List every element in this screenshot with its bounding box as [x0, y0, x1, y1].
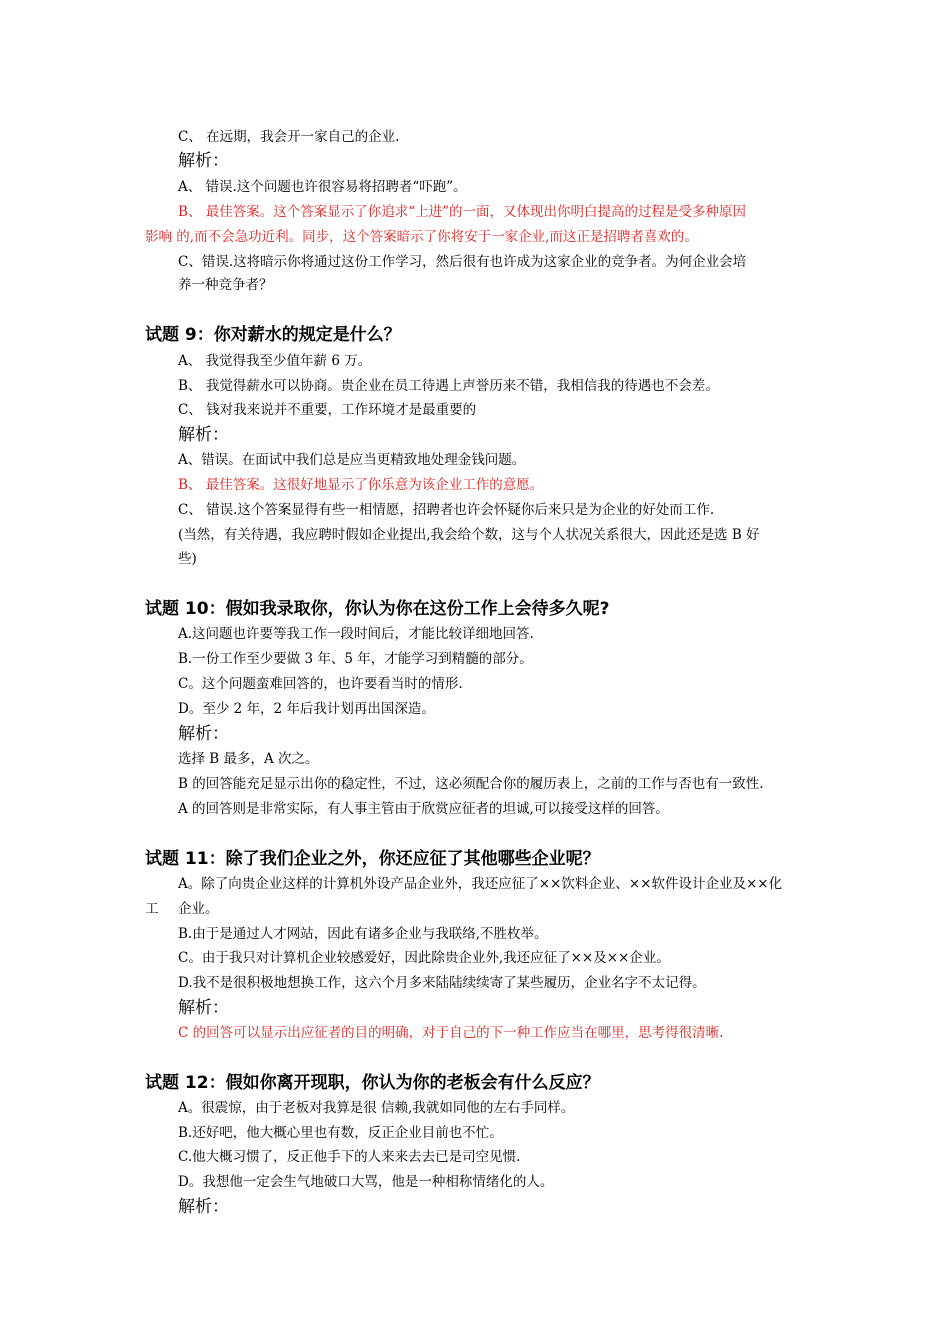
- q12-title: 试题 12：假如你离开现职，你认为你的老板会有什么反应？: [145, 1073, 600, 1093]
- q8-analysis-a: A、 错误.这个问题也许很容易将招聘者“吓跑”。: [178, 179, 467, 195]
- q12-option-b: B.还好吧，他大概心里也有数，反正企业目前也不忙。: [178, 1125, 503, 1141]
- q10-analysis-label: 解析：: [178, 724, 229, 744]
- q8-analysis-b-line1: B、 最佳答案。这个答案显示了你追求“上进”的一面，又体现出你明白提高的过程是受多种原因: [178, 204, 747, 220]
- q8-analysis-label: 解析：: [178, 151, 229, 171]
- q8-analysis-b-line2: 影响 的,而不会急功近利。同步，这个答案暗示了你将安于一家企业,而这正是招聘者喜欢的。: [145, 229, 698, 245]
- q10-analysis-line3: A 的回答则是非常实际，有人事主管由于欣赏应征者的坦诚,可以接受这样的回答。: [178, 801, 669, 817]
- q10-option-d: D。至少 2 年，2 年后我计划再出国深造。: [178, 701, 435, 717]
- q9-analysis-label: 解析：: [178, 425, 229, 445]
- q9-title: 试题 9：你对薪水的规定是什么？: [145, 325, 401, 345]
- q9-analysis-b: B、 最佳答案。这很好地显示了你乐意为该企业工作的意愿。: [178, 477, 544, 493]
- q10-option-b: B.一份工作至少要做 3 年、5 年，才能学习到精髓的部分。: [178, 651, 533, 667]
- q11-option-b: B.由于是通过人才网站，因此有诸多企业与我联络,不胜枚举。: [178, 926, 548, 942]
- q12-option-a: A。很震惊，由于老板对我算是很 信赖,我就如同他的左右手同样。: [178, 1100, 575, 1116]
- q9-analysis-c: C、 错误.这个答案显得有些一相情愿，招聘者也许会怀疑你后来只是为企业的好处而工作.: [178, 502, 715, 518]
- q9-option-c: C、 钱对我来说并不重要，工作环境才是最重要的: [178, 402, 477, 418]
- q12-option-d: D。我想他一定会生气地破口大骂，他是一种相称情绪化的人。: [178, 1174, 554, 1190]
- q9-note-line1: (当然，有关待遇，我应聘时假如企业提出,我会给个数，这与个人状况关系很大，因此还是选 B 好: [178, 527, 760, 543]
- q8-analysis-c-line2: 养一种竞争者？: [178, 277, 273, 293]
- q11-title: 试题 11：除了我们企业之外，你还应征了其他哪些企业呢？: [145, 849, 600, 869]
- q10-analysis-line2: B 的回答能充足显示出你的稳定性，不过，这必须配合你的履历表上，之前的工作与否也有一致性.: [178, 776, 764, 792]
- q10-title: 试题 10：假如我录取你，你认为你在这份工作上会待多久呢?: [145, 599, 610, 619]
- q9-note-line2: 些): [178, 551, 197, 567]
- q11-option-a-line2-left: 工: [145, 901, 159, 917]
- q10-analysis-line1: 选择 B 最多，A 次之。: [178, 751, 319, 767]
- q11-analysis-label: 解析：: [178, 998, 229, 1018]
- q11-analysis-answer: C 的回答可以显示出应征者的目的明确，对于自己的下一种工作应当在哪里，思考得很清晰.: [178, 1025, 724, 1041]
- q12-option-c: C.他大概习惯了，反正他手下的人来来去去已是司空见惯.: [178, 1149, 521, 1165]
- q9-option-b: B、 我觉得薪水可以协商。贵企业在员工待遇上声誉历来不错，我相信我的待遇也不会差。: [178, 378, 719, 394]
- q9-analysis-a: A、错误。在面试中我们总是应当更精致地处理金钱问题。: [178, 452, 526, 468]
- q12-analysis-label: 解析：: [178, 1197, 229, 1217]
- q9-option-a: A、 我觉得我至少值年薪 6 万。: [178, 353, 372, 369]
- q11-option-c: C。由于我只对计算机企业较感爱好，因此除贵企业外,我还应征了××及××企业。: [178, 950, 670, 966]
- q11-option-d: D.我不是很积极地想换工作，这六个月多来陆陆续续寄了某些履历，企业名字不太记得。: [178, 975, 706, 991]
- q11-option-a-line2: 企业。: [178, 901, 219, 917]
- q8-analysis-c-line1: C、错误.这将暗示你将通过这份工作学习，然后很有也许成为这家企业的竞争者。为何企业会培: [178, 254, 747, 270]
- q10-option-c: C。这个问题蛮难回答的，也许要看当时的情形.: [178, 676, 463, 692]
- q11-option-a-line1: A。除了向贵企业这样的计算机外设产品企业外，我还应征了××饮料企业、××软件设计企业及××化: [178, 876, 783, 892]
- q8-option-c: C、 在远期，我会开一家自己的企业.: [178, 129, 400, 145]
- q10-option-a: A.这问题也许要等我工作一段时间后，才能比较详细地回答.: [178, 626, 534, 642]
